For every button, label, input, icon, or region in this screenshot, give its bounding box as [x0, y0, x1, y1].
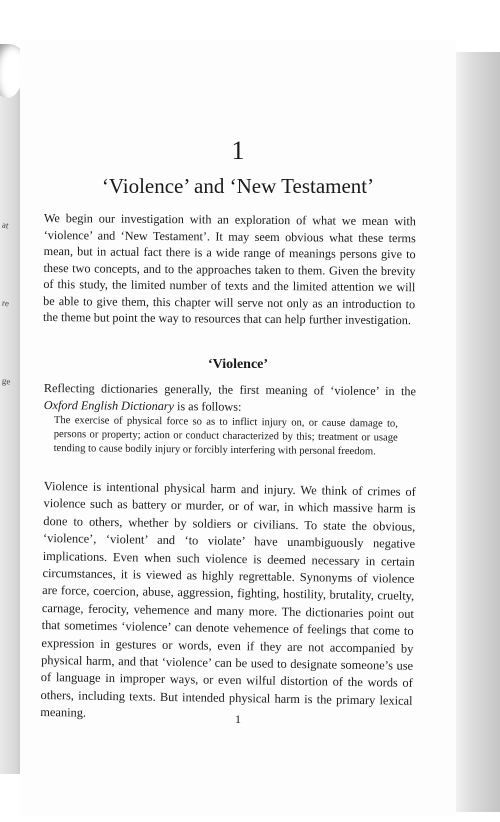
left-page-fragment: re: [1, 297, 10, 309]
dictionary-quote: The exercise of physical force so as to inflict injury on, or cause damage to, persons or property; action or conduct characterized by this; treatment or usage tending to cause bodily injury or forcibly interfering with personal freedom.: [53, 414, 398, 458]
intro-paragraph: We begin our investigation with an exploration of what we mean with ‘violence’ and ‘New Testament’. It may seem obvious what these terms mean, but in actual fact there is a wide range of meanings persons give to these two concepts, and to the approaches taken to them. Given the brevity of this study, the limited number of texts and the limited attention we will be able to give them, this chapter will serve not only as an introduction to the theme but point the way to resources that can help further investigation.: [43, 210, 416, 328]
left-page-fragment: ge: [1, 375, 12, 387]
source-title: Oxford English Dictionary: [43, 397, 175, 413]
lead-paragraph: [44, 380, 416, 416]
lead-text-end: is as follows:: [173, 398, 242, 414]
chapter-number: 1: [231, 136, 245, 165]
lead-text: Reflecting dictionaries generally, the first meaning of ‘violence’ in the: [43, 380, 416, 399]
body-paragraph: Violence is intentional physical harm and injury. We think of crimes of violence such as battery or murder, or of war, in which massive harm is done to others, whether by soldiers or civilians. To state the obvious, ‘violence’, ‘violent’ and ‘to violate’ have unambiguously negative implications. Even when such violence is deemed necessary in certain circumstances, it is viewed as highly regrettable. Synonyms of violence are force, coercion, abuse, aggression, fighting, hostility, brutality, cruelty, carnage, ferocity, vehemence and many more. The dictionaries point out that sometimes ‘violence’ can denote vehemence of feelings that come to expression in gestures or words, even if they are not accompanied by physical harm, and that ‘violence’ can be used to designate someone’s use of language in improper ways, or even wilful distortion of the words of others, including texts. But intended physical harm is the primary lexical meaning.: [40, 478, 416, 720]
section-heading: ‘Violence’: [207, 357, 269, 372]
page-number: 1: [235, 712, 241, 726]
left-page-fragment: at: [1, 219, 10, 231]
right-page-edge: [454, 52, 500, 812]
book-page: [20, 40, 456, 816]
chapter-title: ‘Violence’ and ‘New Testament’: [101, 174, 375, 198]
